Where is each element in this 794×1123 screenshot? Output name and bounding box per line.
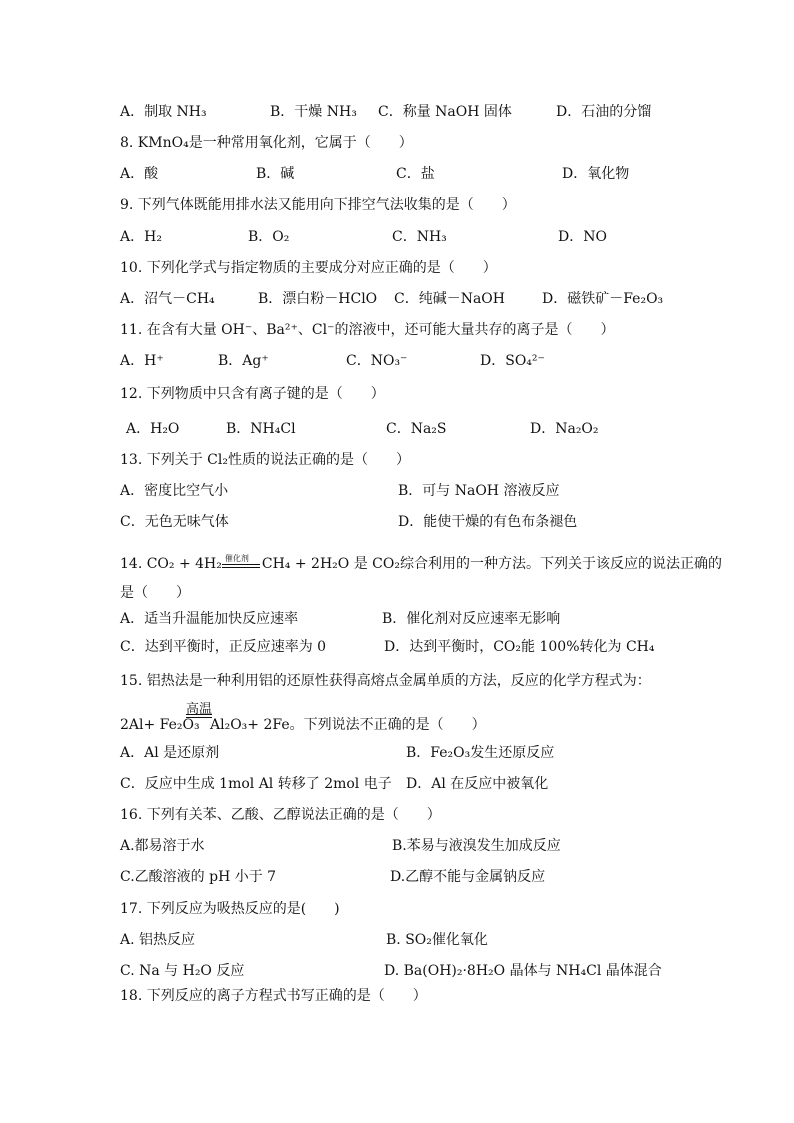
q13-option-d: D．能使干燥的有色布条褪色: [398, 514, 578, 530]
q7-option-d: D．石油的分馏: [556, 104, 652, 120]
catalyst-arrow: [222, 555, 262, 573]
catalyst-label: 催化剂: [224, 554, 249, 563]
q17-option-c: C. Na 与 H₂O 反应: [120, 963, 245, 979]
q16-stem: 16. 下列有关苯、乙酸、乙醇说法正确的是（ ）: [120, 807, 441, 823]
q12-option-a: A．H₂O: [126, 421, 180, 437]
q15-condition-bar-top: [186, 714, 212, 715]
q12-option-b: B．NH₄Cl: [226, 421, 296, 437]
q9-option-d: D．NO: [558, 229, 607, 245]
q17-option-a: A. 铝热反应: [120, 932, 196, 948]
q9-option-a: A．H₂: [120, 229, 162, 245]
q15-eq-right: Al₂O₃+ 2Fe。下列说法不正确的是（ ）: [210, 717, 486, 733]
q10-option-a: A．沼气－CH₄: [120, 291, 215, 307]
q15-eq-left: 2Al+ Fe₂O₃: [120, 717, 200, 733]
q8-option-d: D．氧化物: [562, 166, 630, 182]
q10-option-b: B．漂白粉－HClO: [258, 291, 378, 307]
q15-condition: 高温: [186, 702, 213, 717]
q13-stem: 13. 下列关于 Cl₂性质的说法正确的是（ ）: [120, 452, 410, 468]
q9-stem: 9. 下列气体既能用排水法又能用向下排空气法收集的是（ ）: [120, 197, 516, 213]
q12-stem: 12. 下列物质中只含有离子键的是（ ）: [120, 386, 385, 402]
q18-stem: 18. 下列反应的离子方程式书写正确的是（ ）: [120, 988, 427, 1004]
q14-option-b: B．催化剂对反应速率无影响: [382, 611, 561, 627]
q13-option-c: C．无色无味气体: [120, 514, 229, 530]
q7-option-a: A．制取 NH₃: [120, 104, 207, 120]
q14-option-c: C．达到平衡时，正反应速率为 0: [120, 639, 327, 655]
q16-option-b: B.苯易与液溴发生加成反应: [392, 838, 561, 854]
q14-option-a: A．适当升温能加快反应速率: [120, 611, 299, 627]
q14-stem-cont: 是（ ）: [120, 585, 190, 601]
q14-eq-right: CH₄ + 2H₂O 是 CO₂综合利用的一种方法。下列关于该反应的说法正确的: [261, 556, 722, 572]
q13-option-a: A．密度比空气小: [120, 483, 229, 499]
q16-option-a: A.都易溶于水: [120, 838, 205, 854]
q11-option-b: B．Ag⁺: [218, 353, 269, 369]
q12-option-c: C．Na₂S: [386, 421, 447, 437]
q7-option-b: B．干燥 NH₃: [270, 104, 357, 120]
q12-option-d: D．Na₂O₂: [530, 421, 599, 437]
q16-option-d: D.乙醇不能与金属钠反应: [390, 869, 546, 885]
q17-stem: 17. 下列反应为吸热反应的是( ): [120, 901, 340, 917]
q11-option-c: C．NO₃⁻: [346, 353, 408, 369]
q10-stem: 10. 下列化学式与指定物质的主要成分对应正确的是（ ）: [120, 260, 497, 276]
q14-stem: [120, 555, 722, 573]
q11-option-a: A．H⁺: [120, 353, 164, 369]
q15-option-a: A．Al 是还原剂: [120, 745, 220, 761]
q9-option-b: B．O₂: [248, 229, 290, 245]
q15-option-d: D．Al 在反应中被氧化: [406, 776, 549, 792]
q10-option-d: D．磁铁矿－Fe₂O₃: [542, 291, 664, 307]
q17-option-b: B. SO₂催化氧化: [386, 932, 488, 948]
q11-option-d: D．SO₄²⁻: [480, 353, 545, 369]
q14-eq-left: 14. CO₂ + 4H₂: [120, 556, 222, 572]
q17-option-d: D. Ba(OH)₂·8H₂O 晶体与 NH₄Cl 晶体混合: [384, 963, 662, 979]
q9-option-c: C．NH₃: [392, 229, 447, 245]
q14-option-d: D．达到平衡时，CO₂能 100%转化为 CH₄: [384, 639, 655, 655]
q16-option-c: C.乙酸溶液的 pH 小于 7: [120, 869, 277, 885]
q8-option-b: B．碱: [256, 166, 295, 182]
q15-option-c: C．反应中生成 1mol Al 转移了 2mol 电子: [120, 776, 392, 792]
q10-option-c: C．纯碱－NaOH: [394, 291, 505, 307]
q8-option-a: A．酸: [120, 166, 159, 182]
q8-stem: 8. KMnO₄是一种常用氧化剂，它属于（ ）: [120, 135, 413, 151]
q15-option-b: B．Fe₂O₃发生还原反应: [406, 745, 555, 761]
q7-option-c: C．称量 NaOH 固体: [378, 104, 512, 120]
q13-option-b: B．可与 NaOH 溶液反应: [398, 483, 560, 499]
q15-stem: 15. 铝热法是一种利用铝的还原性获得高熔点金属单质的方法，反应的化学方程式为：: [120, 673, 651, 689]
q8-option-c: C．盐: [396, 166, 435, 182]
q11-stem: 11. 在含有大量 OH⁻、Ba²⁺、Cl⁻的溶液中，还可能大量共存的离子是（ ）: [120, 322, 615, 338]
